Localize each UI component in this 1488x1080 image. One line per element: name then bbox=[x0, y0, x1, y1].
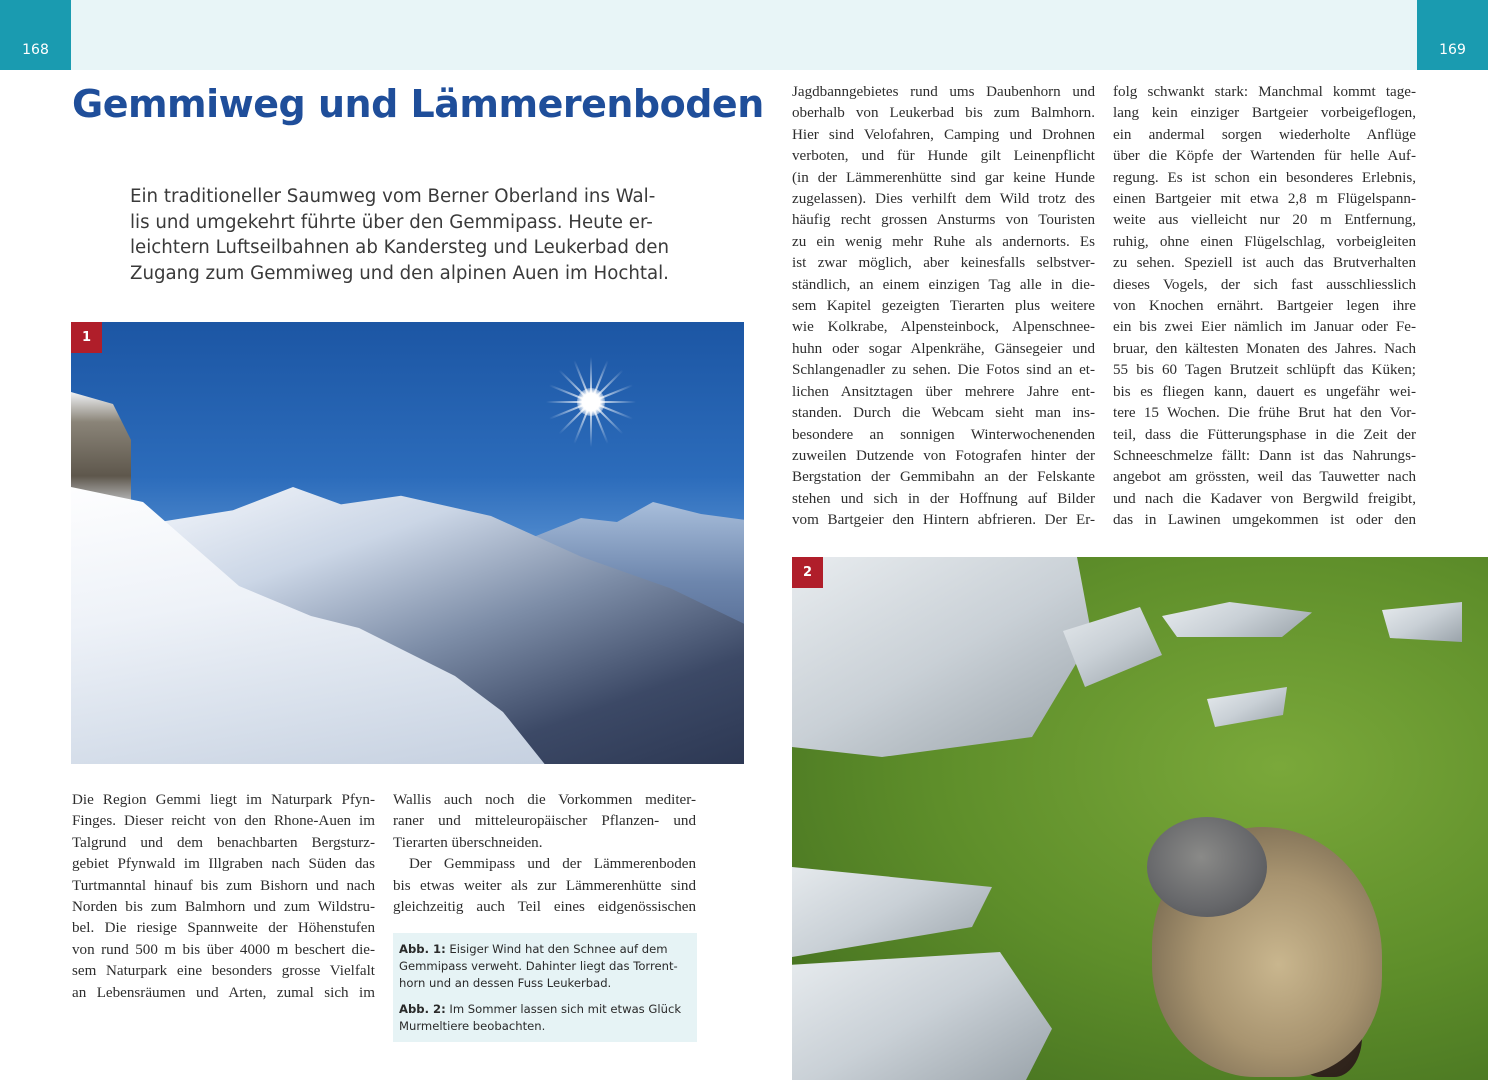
text-line: zugelassen). Dies verhilft dem Wild trotz des bbox=[792, 191, 1095, 208]
chapter-title: Gemmiweg und Lämmerenboden bbox=[72, 82, 764, 126]
text-line: Tierarten überschneiden. bbox=[393, 834, 543, 851]
text-line: regung. Es ist schon ein besonderes Erlebnis, bbox=[1113, 169, 1416, 186]
marmot-head bbox=[1147, 817, 1267, 917]
rock bbox=[1162, 602, 1312, 637]
text-line: ein bis zwei Eier nämlich im Januar oder Fe- bbox=[1113, 319, 1416, 336]
text-line: sem Naturpark eine besonders grosse Vielfalt bbox=[72, 963, 375, 980]
rock bbox=[1382, 602, 1462, 642]
text-line: angebot am grössten, weil das Tauwetter nach bbox=[1113, 469, 1416, 486]
text-line: huhn oder sogar Alpenkrähe, Gänsegeier und bbox=[792, 340, 1095, 357]
text-line: ruhig, ohne einen Flügelschlag, vorbeigleiten bbox=[1113, 233, 1416, 250]
figure-captions bbox=[393, 933, 697, 1042]
text-line: das in Lawinen umgekommen ist oder den bbox=[1113, 512, 1416, 529]
rock bbox=[792, 557, 1092, 757]
text-column-4 bbox=[1113, 82, 1416, 532]
text-line: Turtmanntal hinauf bis zum Bishorn und nach bbox=[72, 877, 375, 894]
text-line: bruar, den kältesten Monaten des Jahres. Nach bbox=[1113, 340, 1416, 357]
text-line: Finges. Dieser reicht von den Rhone-Auen im bbox=[72, 813, 375, 830]
intro-line: Zugang zum Gemmiweg und den alpinen Auen im Hochtal. bbox=[130, 262, 669, 284]
intro-line: lis und umgekehrt führte über den Gemmipass. Heute er- bbox=[130, 211, 653, 233]
text-line: oberhalb von Leukerbad bis zum Balmhorn. bbox=[792, 105, 1095, 122]
text-line: (in der Lämmerenhütte sind gar keine Hunde bbox=[792, 169, 1095, 186]
text-line: gleichzeitig auch Teil eines eidgenössischen bbox=[393, 899, 696, 916]
text-line: lang kein einziger Bartgeier vorbeigeflogen, bbox=[1113, 105, 1416, 122]
text-line: bel. Die riesige Spannweite der Höhenstufen bbox=[72, 920, 375, 937]
text-line: zuweilen Dutzende von Fotografen hinter der bbox=[792, 447, 1095, 464]
text-line: weite aus vielleicht nur 20 m Entfernung, bbox=[1113, 212, 1416, 229]
text-line: zu sehen. Speziell ist auch das Brutverhalten bbox=[1113, 255, 1416, 272]
page-number-right: 169 bbox=[1417, 0, 1488, 70]
text-line: teil, dass die Fütterungsphase in die Zeit der bbox=[1113, 426, 1416, 443]
text-line: von Knochen ernährt. Bartgeier legen ihre bbox=[1113, 298, 1416, 315]
intro-line: Ein traditioneller Saumweg vom Berner Oberland ins Wal- bbox=[130, 186, 656, 207]
text-line: 55 bis 60 Tagen Brutzeit schlüpft das Küken; bbox=[1113, 362, 1416, 379]
text-line: Schneeschmelze fällt: Dann ist das Nahrungs- bbox=[1113, 447, 1416, 464]
text-line: folg schwankt stark: Manchmal kommt tage- bbox=[1113, 84, 1416, 100]
text-line: über die Köpfe der Wartenden für helle Auf- bbox=[1113, 148, 1416, 165]
intro-line: leichtern Luftseilbahnen ab Kandersteg und Leukerbad den bbox=[130, 237, 669, 258]
caption-2 bbox=[399, 1001, 691, 1035]
figure-2-marmot-photo bbox=[792, 557, 1488, 1080]
text-line: besondere an sonnigen Winterwochenenden bbox=[792, 426, 1095, 443]
text-line: Hier sind Velofahren, Camping und Drohnen bbox=[792, 126, 1095, 143]
text-line: Wallis auch noch die Vorkommen mediter- bbox=[393, 792, 696, 808]
text-line: ständlich, an einem einzigen Tag alle in die- bbox=[792, 276, 1095, 293]
text-line: bis es fliegen kann, dauert es ungefähr wei- bbox=[1113, 383, 1416, 400]
figure-badge-1: 1 bbox=[71, 322, 102, 353]
text-line: raner und mitteleuropäischer Pflanzen- und bbox=[393, 813, 696, 830]
text-line: häufig recht grossen Ansturms von Touristen bbox=[792, 212, 1095, 229]
figure-badge-2: 2 bbox=[792, 557, 823, 588]
text-column-1 bbox=[72, 790, 375, 1004]
text-line: lichen Ansitztagen über mehrere Jahre ent- bbox=[792, 383, 1095, 400]
figure-1-mountain-photo bbox=[71, 322, 744, 764]
rock bbox=[1207, 687, 1287, 727]
caption-text: Im Sommer lassen sich mit etwas Glück Murmeltiere beobachten. bbox=[399, 1002, 682, 1033]
text-column-3 bbox=[792, 82, 1095, 532]
text-line: Talgrund und dem benachbarten Bergsturz- bbox=[72, 834, 375, 851]
text-line: Schlangenadler zu sehen. Die Fotos sind an et- bbox=[792, 362, 1095, 379]
intro-paragraph bbox=[130, 184, 669, 286]
text-line: Bergstation der Gemmibahn an der Felskante bbox=[792, 469, 1095, 486]
text-column-2 bbox=[393, 790, 696, 918]
text-line: ein andermal sorgen wiederholte Anflüge bbox=[1113, 126, 1416, 143]
text-line: dieses Vogels, der sich fast ausschliesslich bbox=[1113, 276, 1416, 293]
text-line: Der Gemmipass und der Lämmerenboden bbox=[409, 856, 696, 873]
text-line: und nach die Kadaver von Bergwild freigibt, bbox=[1113, 490, 1416, 507]
caption-label: Abb. 1: bbox=[399, 942, 446, 956]
text-line: sem Kapitel gezeigten Tierarten plus weitere bbox=[792, 298, 1095, 315]
text-line: verboten, und für Hunde gilt Leinenpflicht bbox=[792, 148, 1095, 165]
rock bbox=[792, 857, 992, 957]
text-line: Jagdbanngebietes rund ums Daubenhorn und bbox=[792, 84, 1095, 100]
text-line: einen Bartgeier mit etwa 2,8 m Flügelspann- bbox=[1113, 191, 1416, 208]
text-line: an Lebensräumen und Arten, zumal sich im bbox=[72, 984, 375, 1001]
text-line: stehen und sich in der Hoffnung auf Bilder bbox=[792, 490, 1095, 507]
text-line: zu ein wenig mehr Ruhe als andernorts. Es bbox=[792, 233, 1095, 250]
caption-label: Abb. 2: bbox=[399, 1002, 446, 1016]
text-line: Die Region Gemmi liegt im Naturpark Pfyn- bbox=[72, 792, 375, 808]
text-line: gebiet Pfynwald im Illgraben nach Süden das bbox=[72, 856, 375, 873]
text-line: wie Kolkrabe, Alpensteinbock, Alpenschnee- bbox=[792, 319, 1095, 336]
caption-1 bbox=[399, 941, 691, 992]
text-line: Norden bis zum Balmhorn und zum Wildstru- bbox=[72, 899, 375, 916]
text-line: von rund 500 m bis über 4000 m beschert die- bbox=[72, 941, 375, 958]
caption-text: Eisiger Wind hat den Schnee auf dem Gemmipass verweht. Dahinter liegt das Torrenthorn und an dessen Fuss Leukerbad. bbox=[399, 942, 678, 990]
rock bbox=[792, 952, 1052, 1080]
text-line: tere 15 Wochen. Die frühe Brut hat den Vor- bbox=[1113, 405, 1416, 422]
text-line: ist zwar möglich, aber keinesfalls selbstver- bbox=[792, 255, 1095, 272]
text-line: standen. Durch die Webcam sieht man ins- bbox=[792, 405, 1095, 422]
header-strip bbox=[0, 0, 1488, 70]
text-line: bis etwas weiter als zur Lämmerenhütte sind bbox=[393, 877, 696, 894]
text-line: vom Bartgeier den Hintern abfrieren. Der Er- bbox=[792, 512, 1095, 529]
page-number-left: 168 bbox=[0, 0, 71, 70]
